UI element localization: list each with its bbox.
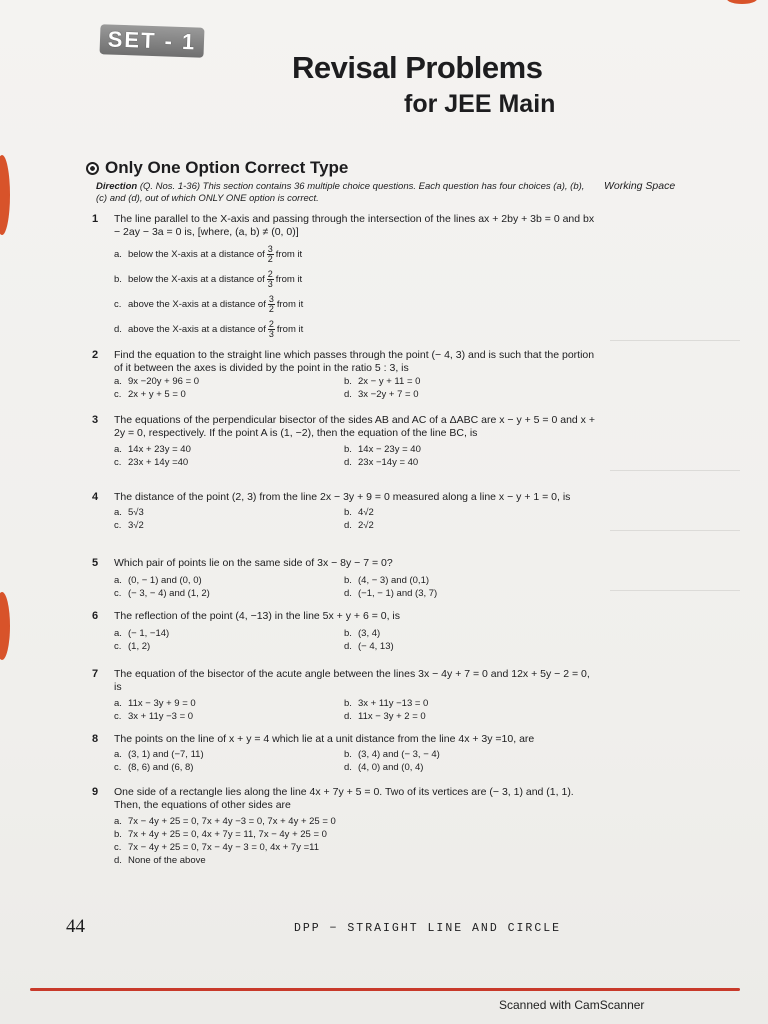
section-heading — [86, 158, 348, 178]
option: d. None of the above — [114, 855, 206, 866]
question — [92, 349, 597, 401]
question-number: 2 — [92, 349, 99, 361]
question — [92, 213, 597, 342]
question — [92, 491, 597, 532]
question — [92, 557, 597, 600]
option: b. 2x − y + 11 = 0 — [344, 376, 421, 387]
bleed-line — [610, 470, 740, 471]
working-space-label: Working Space — [604, 180, 676, 192]
question-text: Which pair of points lie on the same side of 3x − 8y − 7 = 0? — [114, 557, 393, 569]
option: a. 7x − 4y + 25 = 0, 7x + 4y −3 = 0, 7x + 4y + 25 = 0 — [114, 816, 336, 827]
option: d. 2√2 — [344, 520, 374, 531]
option: c. 3√2 — [114, 520, 144, 531]
bleed-line — [610, 340, 740, 341]
option: d. above the X-axis at a distance of $\frac{2}{3}$ from it — [114, 319, 304, 339]
question-text: The line parallel to the X-axis and passing through the intersection of the lines ax + 2by + 3b = 0 and bx − 2ay − 3a = 0 is, [where, (a, b) ≠ (0, 0)] — [114, 213, 595, 238]
option: d. 23x −14y = 40 — [344, 457, 419, 468]
option: c. 7x − 4y + 25 = 0, 7x − 4y − 3 = 0, 4x + 7y =11 — [114, 842, 320, 853]
option: b. 3x + 11y −13 = 0 — [344, 698, 429, 709]
question-text: Find the equation to the straight line which passes through the point (− 4, 3) and is such that the portion of it between the axes is divided by the point in the ratio 5 : 3, is — [114, 349, 595, 374]
page-subtitle: for JEE Main — [404, 90, 556, 118]
question — [92, 733, 597, 774]
fraction: $\frac{3}{2}$ — [267, 244, 273, 264]
fraction: $\frac{2}{3}$ — [267, 269, 273, 289]
option: c. 3x + 11y −3 = 0 — [114, 711, 194, 722]
question-text: The points on the line of x + y = 4 which lie at a unit distance from the line 4x + 3y =10, are — [114, 733, 535, 745]
fraction: $\frac{2}{3}$ — [268, 319, 274, 339]
question-text: The distance of the point (2, 3) from the line 2x − 3y + 9 = 0 measured along a line x − y + 1 = 0, is — [114, 491, 571, 503]
question-number: 6 — [92, 610, 99, 622]
option: a. 14x + 23y = 40 — [114, 444, 191, 455]
binding-mark-left-top — [0, 155, 10, 235]
option: c. above the X-axis at a distance of $\frac{3}{2}$ from it — [114, 294, 304, 314]
direction-text — [96, 181, 594, 205]
question — [92, 668, 597, 723]
binding-mark-top-right — [727, 0, 757, 4]
option: d. (− 4, 13) — [344, 641, 394, 652]
option: a. 9x −20y + 96 = 0 — [114, 376, 200, 387]
option: a. below the X-axis at a distance of $\frac{3}{2}$ from it — [114, 244, 303, 264]
option: b. (3, 4) — [344, 628, 381, 639]
option: b. below the X-axis at a distance of $\frac{2}{3}$ from it — [114, 269, 303, 289]
question-number: 4 — [92, 491, 99, 503]
option: a. (− 1, −14) — [114, 628, 170, 639]
option: c. (1, 2) — [114, 641, 151, 652]
bleed-line — [610, 590, 740, 591]
option: d. 11x − 3y + 2 = 0 — [344, 711, 426, 722]
bleed-line — [610, 530, 740, 531]
option: b. (4, − 3) and (0,1) — [344, 575, 430, 586]
page-title: Revisal Problems — [292, 50, 543, 85]
bullet-icon — [86, 162, 99, 175]
question-text: The equations of the perpendicular bisector of the sides AB and AC of a ΔABC are x − y + 5 = 0 and x + 2y = 0, respectively. If the point A is (1, −2), then the equation of the line BC, is — [114, 414, 595, 439]
option: a. (0, − 1) and (0, 0) — [114, 575, 202, 586]
option: a. (3, 1) and (−7, 11) — [114, 749, 204, 760]
page-edge-line — [30, 988, 740, 991]
option: d. (−1, − 1) and (3, 7) — [344, 588, 438, 599]
set-badge: SET - 1 — [100, 24, 205, 58]
option: d. (4, 0) and (0, 4) — [344, 762, 424, 773]
direction-body: (Q. Nos. 1-36) This section contains 36 multiple choice questions. Each question has four choices (a), (b), (c) and (d), out of which ONLY ONE option is correct. — [96, 181, 585, 204]
option: c. 2x + y + 5 = 0 — [114, 389, 186, 400]
section-heading-text: Only One Option Correct Type — [105, 158, 349, 177]
option: c. 23x + 14y =40 — [114, 457, 189, 468]
question-number: 1 — [92, 213, 99, 225]
question — [92, 414, 597, 469]
option: c. (− 3, − 4) and (1, 2) — [114, 588, 210, 599]
question — [92, 786, 597, 867]
direction-label: Direction — [96, 181, 138, 192]
option: b. 14x − 23y = 40 — [344, 444, 421, 455]
question-text: The equation of the bisector of the acute angle between the lines 3x − 4y + 7 = 0 and 12x + 5y − 2 = 0, is — [114, 668, 590, 693]
question-text: The reflection of the point (4, −13) in the line 5x + y + 6 = 0, is — [114, 610, 401, 622]
fraction: $\frac{3}{2}$ — [268, 294, 274, 314]
question — [92, 610, 597, 653]
option: a. 5√3 — [114, 507, 144, 518]
page-number: 44 — [66, 916, 85, 937]
question-text: One side of a rectangle lies along the line 4x + 7y + 5 = 0. Two of its vertices are (− 3, 1) and (1, 1). Then, the equations of other sides are — [114, 786, 574, 811]
option: a. 11x − 3y + 9 = 0 — [114, 698, 196, 709]
question-number: 7 — [92, 668, 99, 680]
scanner-watermark: Scanned with CamScanner — [499, 998, 645, 1012]
question-number: 8 — [92, 733, 99, 745]
option: b. 4√2 — [344, 507, 374, 518]
option: c. (8, 6) and (6, 8) — [114, 762, 194, 773]
running-footer: DPP − STRAIGHT LINE AND CIRCLE — [294, 922, 562, 935]
binding-mark-left-bottom — [0, 592, 10, 660]
option: b. (3, 4) and (− 3, − 4) — [344, 749, 440, 760]
option: b. 7x + 4y + 25 = 0, 4x + 7y = 11, 7x − 4y + 25 = 0 — [114, 829, 327, 840]
question-number: 3 — [92, 414, 99, 426]
question-number: 5 — [92, 557, 99, 569]
option: d. 3x −2y + 7 = 0 — [344, 389, 419, 400]
question-number: 9 — [92, 786, 99, 798]
